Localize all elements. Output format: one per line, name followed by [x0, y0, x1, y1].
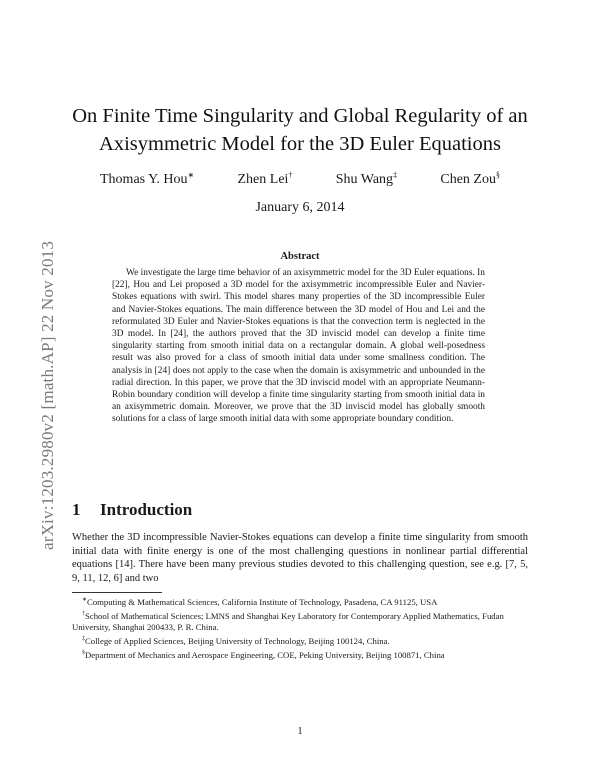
author-mark: § — [495, 170, 500, 180]
paper-title: On Finite Time Singularity and Global Regularity of an Axisymmetric Model for the 3D Euler Equations — [72, 105, 528, 155]
section-heading — [72, 500, 192, 520]
section-number: 1 — [72, 500, 81, 519]
arxiv-identifier-stamp: arXiv:1203.2980v2 [math.AP] 22 Nov 2013 — [38, 240, 57, 550]
abstract-body: We investigate the large time behavior of an axisymmetric model for the 3D Euler equations. In [22], Hou and Lei proposed a 3D model for the axisymmetric incompressible Euler and Navier-Stokes equations with swirl. This model shares many properties of the 3D incompressible Euler and Navier-Stokes equations. The main difference between the 3D model of Hou and Lei and the reformulated 3D Euler and Navier-Stokes equations is that the convection term is neglected in the 3D model. In [24], the authors proved that the 3D inviscid model can develop a finite time singularity starting from smooth initial data on a rectangular domain. A global well-posedness result was also proved for a class of smooth initial data under some smallness condition. The analysis in [24] does not apply to the case when the domain is axisymmetric and unbounded in the radial direction. In this paper, we prove that the 3D inviscid model with an appropriate Neumann-Robin boundary condition will develop a finite time singularity starting from smooth initial data in an axisymmetric domain. Moreover, we prove that the 3D inviscid model has globally smooth solutions for a class of large smooth initial data with some appropriate boundary condition. — [112, 268, 485, 425]
author-name: Shu Wang — [335, 172, 394, 187]
author — [440, 172, 500, 188]
footnote: §Department of Mechanics and Aerospace Engineering, COE, Peking University, Beijing 100871, China — [82, 649, 445, 660]
author-name: Thomas Y. Hou — [100, 172, 188, 187]
author-list — [100, 172, 500, 188]
author-mark: ∗ — [187, 170, 195, 180]
footnote: †School of Mathematical Sciences; LMNS and Shanghai Key Laboratory for Contemporary Applied Mathematics, Fudan University, Shanghai 200433, P. R. China. — [72, 610, 504, 633]
footnote: ∗Computing & Mathematical Sciences, California Institute of Technology, Pasadena, CA 91125, USA — [82, 597, 438, 607]
footnote-divider — [72, 592, 162, 593]
footnotes — [72, 597, 528, 663]
author — [238, 172, 293, 188]
author — [100, 172, 194, 188]
author-mark: ‡ — [393, 170, 398, 180]
section-title: Introduction — [100, 500, 193, 519]
page-number: 1 — [297, 726, 303, 737]
author-name: Zhen Lei — [237, 172, 289, 187]
author-mark: † — [288, 170, 293, 180]
introduction-paragraph: Whether the 3D incompressible Navier-Stokes equations can develop a finite time singularity from smooth initial data with finite energy is one of the most challenging questions in nonlinear partial differential equations [14]. There have been many previous studies devoted to this challenging question, see e.g. [7, 5, 9, 11, 12, 6] and two — [72, 532, 528, 584]
paper-date: January 6, 2014 — [255, 200, 345, 215]
footnote: ‡College of Applied Sciences, Beijing University of Technology, Beijing 100124, China. — [82, 635, 390, 646]
author — [336, 172, 397, 188]
abstract-heading: Abstract — [280, 251, 320, 262]
author-name: Chen Zou — [440, 172, 496, 187]
